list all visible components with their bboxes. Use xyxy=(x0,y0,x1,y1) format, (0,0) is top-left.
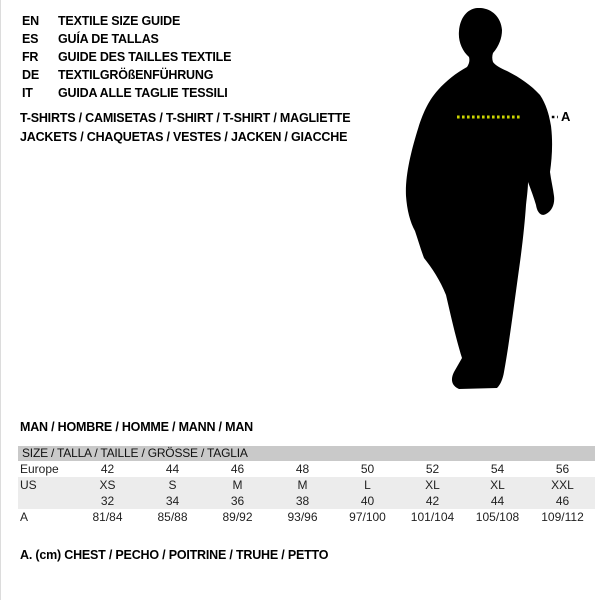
table-cell: 109/112 xyxy=(541,510,584,524)
table-cell: 97/100 xyxy=(349,510,386,524)
table-cell: 89/92 xyxy=(222,510,253,524)
size-table-header: SIZE / TALLA / TAILLE / GRÖSSE / TAGLIA xyxy=(18,446,595,461)
table-cell: XL xyxy=(490,478,505,492)
language-code: DE xyxy=(22,68,39,82)
table-cell: 93/96 xyxy=(287,510,318,524)
table-cell: 46 xyxy=(230,462,245,476)
footnote-chest: A. (cm) CHEST / PECHO / POITRINE / TRUHE / PETTO xyxy=(20,548,329,562)
table-cell: 101/104 xyxy=(410,510,455,524)
table-row-europe xyxy=(18,461,595,477)
language-label: GUÍA DE TALLAS xyxy=(58,32,159,46)
table-cell: 85/88 xyxy=(157,510,188,524)
language-code: FR xyxy=(22,50,39,64)
language-label: TEXTILE SIZE GUIDE xyxy=(58,14,181,28)
table-row-uk xyxy=(18,493,595,509)
language-label: GUIDA ALLE TAGLIE TESSILI xyxy=(58,86,228,100)
table-cell: XXL xyxy=(551,478,574,492)
table-cell: 52 xyxy=(425,462,440,476)
table-cell: 34 xyxy=(165,494,180,508)
table-cell: M xyxy=(232,478,243,492)
table-cell: 46 xyxy=(555,494,570,508)
language-label: TEXTILGRÖßENFÜHRUNG xyxy=(58,68,214,82)
table-cell: 42 xyxy=(425,494,440,508)
table-row-chest-a xyxy=(18,509,595,525)
table-cell: L xyxy=(364,478,371,492)
language-label: GUIDE DES TAILLES TEXTILE xyxy=(58,50,232,64)
category-jackets: JACKETS / CHAQUETAS / VESTES / JACKEN / GIACCHE xyxy=(20,130,348,144)
section-title-man: MAN / HOMBRE / HOMME / MANN / MAN xyxy=(20,420,253,434)
table-cell: 36 xyxy=(230,494,245,508)
table-cell: 44 xyxy=(490,494,505,508)
size-table xyxy=(18,446,595,525)
table-cell: 32 xyxy=(100,494,115,508)
table-cell: 81/84 xyxy=(92,510,123,524)
table-cell: 48 xyxy=(295,462,310,476)
table-cell: 105/108 xyxy=(475,510,520,524)
row-label: A xyxy=(20,510,29,524)
row-label xyxy=(18,493,75,509)
table-row-us xyxy=(18,477,595,493)
table-cell: XS xyxy=(99,478,116,492)
category-tshirts: T-SHIRTS / CAMISETAS / T-SHIRT / T-SHIRT / MAGLIETTE xyxy=(20,111,351,125)
language-code: IT xyxy=(22,86,33,100)
row-label: US xyxy=(20,478,37,492)
table-cell: 44 xyxy=(165,462,180,476)
table-cell: 56 xyxy=(555,462,570,476)
row-label: Europe xyxy=(20,462,59,476)
table-cell: M xyxy=(297,478,308,492)
table-cell: 54 xyxy=(490,462,505,476)
table-cell: 38 xyxy=(295,494,310,508)
table-cell: 50 xyxy=(360,462,375,476)
man-silhouette xyxy=(406,8,554,389)
table-cell: 40 xyxy=(360,494,375,508)
language-code: EN xyxy=(22,14,39,28)
table-cell: S xyxy=(168,478,177,492)
table-cell: XL xyxy=(425,478,440,492)
table-cell: 42 xyxy=(100,462,115,476)
language-code: ES xyxy=(22,32,39,46)
measure-label-a: A xyxy=(561,109,571,124)
